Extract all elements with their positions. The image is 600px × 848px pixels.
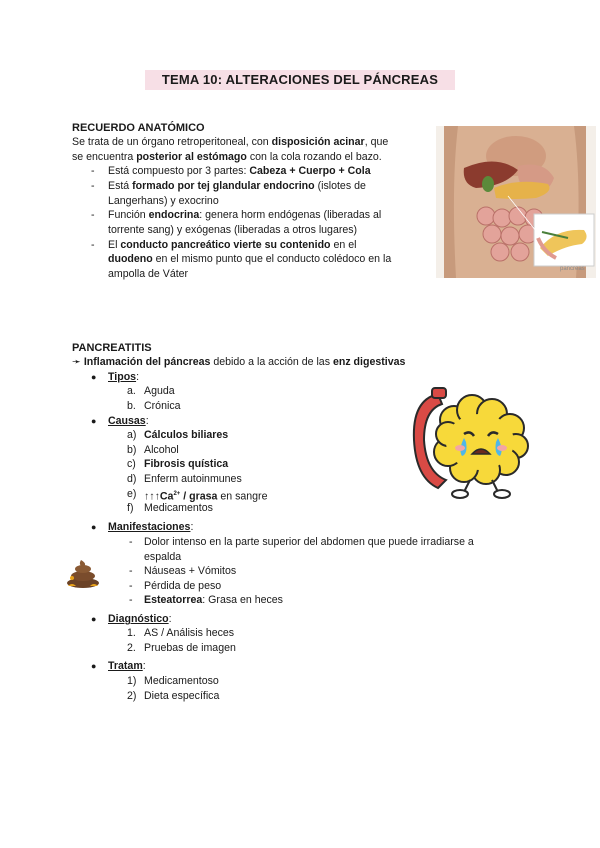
list-dash: -	[129, 594, 133, 606]
causas-item: Medicamentos	[144, 502, 213, 514]
list-marker: d)	[127, 473, 137, 485]
anatomy-item-4: El conducto pancreático vierte su contenido en el	[108, 239, 357, 251]
tipos-item: Crónica	[144, 400, 181, 412]
tratamiento-item: Medicamentoso	[144, 675, 219, 687]
poop-icon	[66, 558, 100, 588]
anatomy-item-2-cont: Langerhans) y exocrino	[108, 195, 219, 207]
list-marker: 1)	[127, 675, 137, 687]
anatomy-item-1: Está compuesto por 3 partes: Cabeza + Cuerpo + Cola	[108, 165, 371, 177]
manifestaciones-item: Dolor intenso en la parte superior del abdomen que puede irradiarse a	[144, 536, 474, 548]
anatomy-item-4-cont: duodeno en el mismo punto que el conducto colédoco en la	[108, 253, 392, 265]
bullet-icon: ●	[91, 661, 97, 671]
sad-pancreas-illustration	[408, 380, 532, 502]
bullet-icon: ●	[91, 372, 97, 382]
list-dash: -	[91, 209, 95, 221]
tipos-heading: Tipos:	[108, 371, 140, 383]
manifestaciones-item: Pérdida de peso	[144, 580, 222, 592]
tratamiento-item: Dieta específica	[144, 690, 220, 702]
diagnostico-heading: Diagnóstico:	[108, 613, 172, 625]
causas-item: Cálculos biliares	[144, 429, 229, 441]
arrow-icon: ➛	[72, 356, 81, 368]
pancreas-anatomy-image	[436, 126, 596, 278]
anatomy-item-3: Función endocrina: genera horm endógenas (liberadas al	[108, 209, 382, 221]
list-dash: -	[91, 239, 95, 251]
image-caption: pancreas	[560, 266, 585, 272]
causas-item: $↑↑↑Ca^{2+}$ / grasa en sangre	[144, 490, 268, 503]
list-marker: a.	[127, 385, 136, 397]
list-marker: b)	[127, 444, 137, 456]
list-marker: 2.	[127, 642, 136, 654]
tipos-item: Aguda	[144, 385, 175, 397]
tratamiento-heading: Tratam:	[108, 660, 146, 672]
list-marker: b.	[127, 400, 136, 412]
list-dash: -	[91, 180, 95, 192]
anatomy-item-2: Está formado por tej glandular endocrino (islotes de	[108, 180, 366, 192]
list-dash: -	[129, 580, 133, 592]
list-marker: 2)	[127, 690, 137, 702]
causas-item: Fibrosis quística	[144, 458, 229, 470]
list-marker: a)	[127, 429, 137, 441]
section-heading-pancreatitis: PANCREATITIS	[72, 342, 152, 354]
list-dash: -	[129, 536, 133, 548]
list-marker: c)	[127, 458, 136, 470]
anatomy-intro-line-1: Se trata de un órgano retroperitoneal, con disposición acinar, que	[72, 136, 389, 148]
page-title: TEMA 10: ALTERACIONES DEL PÁNCREAS	[145, 70, 455, 90]
manifestaciones-item-cont: espalda	[144, 551, 182, 563]
list-marker: 1.	[127, 627, 136, 639]
manifestaciones-heading: Manifestaciones:	[108, 521, 194, 533]
causas-item: Alcohol	[144, 444, 179, 456]
anatomy-item-3-cont: torrente sang) y exógenas (liberadas a otros lugares)	[108, 224, 358, 236]
anatomy-item-4-cont2: ampolla de Váter	[108, 268, 189, 280]
bullet-icon: ●	[91, 614, 97, 624]
diagnostico-item: AS / Análisis heces	[144, 627, 235, 639]
list-dash: -	[129, 565, 133, 577]
list-marker: e)	[127, 488, 137, 500]
diagnostico-item: Pruebas de imagen	[144, 642, 236, 654]
bullet-icon: ●	[91, 522, 97, 532]
pancreatitis-definition: ➛ Inflamación del páncreas debido a la acción de las enz digestivas	[72, 356, 406, 368]
causas-heading: Causas:	[108, 415, 149, 427]
manifestaciones-item: Náuseas + Vómitos	[144, 565, 237, 577]
bullet-icon: ●	[91, 416, 97, 426]
manifestaciones-item: Esteatorrea: Grasa en heces	[144, 594, 283, 606]
anatomy-intro-line-2: se encuentra posterior al estómago con la cola rozando el bazo.	[72, 151, 382, 163]
list-dash: -	[91, 165, 95, 177]
section-heading-anatomy: RECUERDO ANATÓMICO	[72, 122, 205, 134]
causas-item: Enferm autoinmunes	[144, 473, 242, 485]
list-marker: f)	[127, 502, 134, 514]
